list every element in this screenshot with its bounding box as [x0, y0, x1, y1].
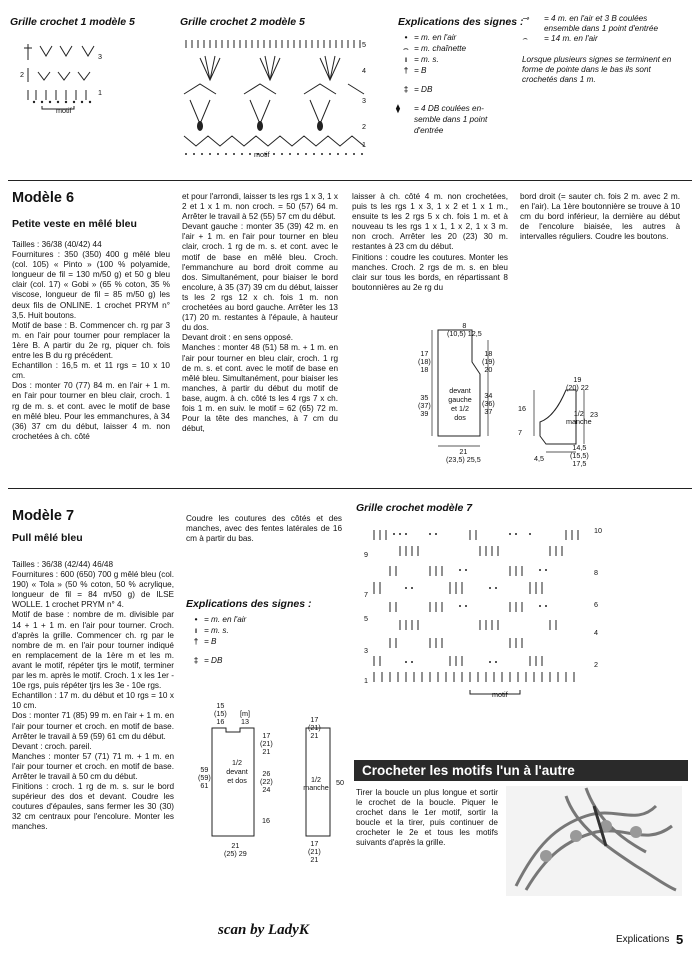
- grid2-title: Grille crochet 2 modèle 5: [180, 16, 305, 28]
- legend-row: ‡ = DB: [188, 655, 308, 666]
- treble-icon: †: [193, 637, 199, 646]
- double-treble-icon: ‡: [193, 656, 199, 665]
- body-inner-label: 1/2 devant et dos: [226, 758, 248, 785]
- grid1-motif: motif: [56, 106, 72, 115]
- sleeve-bottom-left-dim: 4,5: [534, 454, 544, 463]
- legend2-row: ⊸ = 4 m. en l'air et 3 B coulées ensemble dans 1 point d'entrée: [522, 14, 658, 34]
- grid7-row-5: 5: [364, 614, 368, 623]
- grid7-title: Grille crochet modèle 7: [356, 502, 473, 514]
- m7-sleeve-right-dim: 50: [336, 778, 344, 787]
- legend-row: ı = m. s.: [398, 54, 510, 65]
- modele6-col1: Tailles : 36/38 (40/42) 44 Fournitures : 350 (350) 400 g mêlé bleu (col. 105) « Pinto » (100 % polyamide, longueur de fil = 130 m/50 g) et 50 g bleu clair (col. 17) « Gobi » (65 % coton, 35 % viscose, longueur de fil = 85 m/50 g) les deux fils de ONLINE. 1 crochet PRYM n° 3,5. Huit boutons. Motif de base : B. Commencer ch. rg par 3 m. en l'air pour tourner pour remplacer la 1ère B. A partir du 2e rg, piquer ch. fois entre les B du rg précédent. Echantillon : 16,5 m. et 11 rgs = 10 x 10 cm. Dos : monter 70 (77) 84 m. en l'air + 1 m. en l'air pour tourner en bleu clair, croch. 1 rg de m. s. et cont. avec le motif de base en mêlé bleu. Pour les emmanchures, à 34 (36) 37 cm du début, laisser 4 m. non crochetées à ch. côté: [12, 240, 170, 441]
- modele7-subtitle: Pull mêlé bleu: [12, 532, 83, 544]
- divider: [8, 180, 692, 181]
- front-right-dim2: 34 (36) 37: [482, 391, 495, 416]
- grid1-title: Grille crochet 1 modèle 5: [10, 16, 135, 28]
- modele7-col2: Coudre les coutures des côtés et des manches, avec des fentes latérales de 16 cm à partir du bas.: [186, 514, 342, 544]
- legend2-row: ⌢ = 14 m. en l'air: [522, 34, 598, 44]
- grid7-row-8: 8: [594, 568, 598, 577]
- grid2-row-3: 3: [362, 96, 366, 105]
- sleeve-bottom-dim: 14,5 (15,5) 17,5: [570, 443, 589, 468]
- modele6-col3: laisser à ch. côté 4 m. non crochetées, puis ts les rgs 1 x 3, 1 x 2 et 1 x 1 m., ensuite ts les 2 rgs 5 x ch. fois 1 m. et à nouveau ts les rgs 1 x 1, 1 x 2, 1 x 3 m. non croch. Arrêter les 20 (23) 30 m. restantes à 23 cm du début. Finitions : coudre les coutures. Monter les manches. Croch. 2 rgs de m. s. en bleu clair sur tous les bords, en répartissant 8 boutonnières au 2e rg du: [352, 192, 508, 292]
- sleeve-right-dim: 23: [590, 410, 598, 419]
- modele6-col4: bord droit (= sauter ch. fois 2 m. avec 2 m. en l'air). La 1ère boutonnière se trouve à 10 cm du bord inférieur, la dernière au début de l'encolure biaisée, les autres à intervalles réguliers. Coudre les boutons.: [520, 192, 680, 242]
- grid7-row-2: 2: [594, 660, 598, 669]
- grid7-row-10: 10: [594, 526, 602, 535]
- body-bottom-dim: 21 (25) 29: [224, 841, 247, 858]
- chain-loop-icon: ⌢: [522, 34, 528, 44]
- legend2: [522, 14, 672, 85]
- front-left-dim: 17 (18) 18: [418, 349, 431, 374]
- body-right-dim2: 26 (22) 24: [260, 769, 273, 794]
- grid1-row-1: 1: [98, 88, 102, 97]
- grid7-motif: motif: [492, 690, 508, 699]
- grid7-chart: [370, 516, 592, 700]
- grid7-row-9: 9: [364, 550, 368, 559]
- legend-row: † = B: [398, 65, 510, 76]
- grid7-row-6: 6: [594, 600, 598, 609]
- join-motifs-banner: Crocheter les motifs l'un à l'autre: [354, 760, 688, 781]
- grid7-row-3: 3: [364, 646, 368, 655]
- scan-signature: scan by LadyK: [218, 922, 309, 938]
- m7-sleeve-bottom-dim: 17 (21) 21: [308, 839, 321, 864]
- modele6-title: Modèle 6: [12, 190, 75, 206]
- grid1-chart: [22, 38, 132, 110]
- front-left-dim2: 35 (37) 39: [418, 393, 431, 418]
- grid1-row-2: 2: [20, 70, 24, 79]
- grid2-row-1: 1: [362, 140, 366, 149]
- single-crochet-icon: ı: [404, 55, 408, 64]
- legend-note: Lorsque plusieurs signes se terminent en forme de pointe dans le bas ils sont crochetés dans 1 m.: [522, 54, 672, 85]
- sleeve-left-dim2: 7: [518, 428, 522, 437]
- modele7-legend-list: [188, 614, 308, 666]
- modele6-col2: et pour l'arrondi, laisser ts les rgs 1 x 3, 1 x 2 et 1 x 1 m. non croch. = 50 (57) 64 m. Arrêter le travail à 52 (55) 57 cm du début. Devant gauche : monter 35 (39) 42 m. en l'air + 1 m. en l'air pour tourner en bleu clair, croch. 1 rg de m. s. et cont. avec le motif de base en mêlé bleu. Croch. l'emmanchure au bord droit comme au dos. Simultanément, pour biaiser le bord encolure, à 35 (37) 39 cm du début, laisser ts les 2 rgs 12 x ch. fois 1 m. non crochetées au bord gauche. Arrêter les 13 (17) 20 m. restantes à l'épaule, à hauteur du dos. Devant droit : en sens opposé. Manches : monter 48 (51) 58 m. + 1 m. en l'air pour tourner en bleu clair, croch. 1 rg de m. s. et cont. avec le motif de base en mêlé bleu. Simultanément, pour biaiser les manches, à partir du début du motif de base, augm. à ch. côté ts les 4 rgs 7 x ch. fois 1 m. en suiv. le motif = 62 (65) 72 m. Pour la tête des manches, à 7 cm du début,: [182, 192, 338, 434]
- chain-icon: •: [404, 33, 408, 42]
- sleeve-inner-label: 1/2 manche: [566, 409, 592, 426]
- modele6-subtitle: Petite veste en mêlé bleu: [12, 218, 137, 230]
- legend-list: [395, 32, 510, 136]
- legend-row: ‡ = DB: [398, 84, 510, 95]
- section-label: Explications: [616, 934, 670, 945]
- double-treble-icon: ‡: [403, 85, 409, 94]
- legend-row: ⧫ = 4 DB coulées en-semble dans 1 point d'entrée: [395, 104, 488, 135]
- picot-icon: ⊸: [522, 14, 529, 23]
- crochet-photo: [506, 786, 682, 896]
- grid2-row-4: 4: [362, 66, 366, 75]
- front-inner-label: devant gauche et 1/2 dos: [448, 386, 472, 422]
- body-top-dim: 15 (15) 16: [214, 701, 227, 726]
- cluster-icon: ⧫: [395, 104, 401, 113]
- modele7-legend-title: Explications des signes :: [186, 598, 312, 610]
- page-number: 5: [676, 932, 684, 947]
- legend-title: Explications des signes :: [398, 16, 524, 28]
- body-right-dim3: 16: [262, 816, 270, 825]
- grid7-row-4: 4: [594, 628, 598, 637]
- legend-row: † = B: [188, 636, 308, 647]
- m7-sleeve-inner-label: 1/2 manche: [303, 775, 329, 792]
- body-right-dim: 17 (21) 21: [260, 731, 273, 756]
- body-top-mid-dim: [m] 13: [240, 709, 250, 726]
- sleeve-left-dim: 16: [518, 404, 526, 413]
- modele7-col1: Tailles : 36/38 (42/44) 46/48 Fournitures : 600 (650) 700 g mêlé bleu (col. 190) « Tola » (50 % coton, 50 % acrylique, longueur de fil = 84 m/50 g) de ILSE WOLLE. 1 crochet PRYM n° 4. Motif de base : nombre de m. divisible par 14 + 1 + 1 m. en l'air pour tourner. Croch. d'après la grille. Commencer ch. rg par le nombre de m. en l'air pour tourner indiqué en remplacement de la 1ère m et les m. avant le motif, répéter tjrs le motif, terminer par les m. après le motif. Croch. 1 x les 1er - 10e rgs, puis répéter tjrs les 3e - 10e rgs. Echantillon : 17 m. du début et 10 rgs = 10 x 10 cm. Dos : monter 71 (85) 99 m. en l'air + 1 m. en l'air pour tourner et croch. en motif de base. Arrêter le travail à 59 (59) 61 cm du début. Devant : croch. pareil. Manches : monter 57 (71) 71 m. + 1 m. en l'air pour tourner et croch. en motif de base. Arrêter le travail à 50 cm du début. Finitions : croch. 1 rg de m. s. sur le bord supérieur des dos et devant. Coudre les coutures d'épaules, sans fermer les 30 (30) 32 cm centraux pour l'encolure. Monter les manches.: [12, 560, 174, 832]
- front-right-dim: 18 (19) 20: [482, 349, 495, 374]
- grid7-row-7: 7: [364, 590, 368, 599]
- modele7-title: Modèle 7: [12, 508, 75, 524]
- divider: [8, 488, 692, 489]
- body-left-dim: 59 (59) 61: [198, 765, 211, 790]
- chain-icon: •: [194, 615, 198, 624]
- grid1-row-3: 3: [98, 52, 102, 61]
- grid7-row-1: 1: [364, 676, 368, 685]
- treble-icon: †: [403, 66, 409, 75]
- grid2-chart: [180, 34, 380, 162]
- slip-chain-icon: ⌢: [403, 44, 409, 53]
- front-bottom-dim: 21 (23,5) 25,5: [446, 447, 481, 464]
- front-top-dim: 8 (10,5) 12,5: [447, 321, 482, 338]
- legend-row: ı = m. s.: [188, 625, 308, 636]
- m7-sleeve-top-dim: 17 (21) 21: [308, 715, 321, 740]
- legend-row: • = m. en l'air: [188, 614, 308, 625]
- legend-row: • = m. en l'air: [398, 32, 510, 43]
- single-crochet-icon: ı: [194, 626, 198, 635]
- join-motifs-text: Tirer la boucle un plus longue et sortir le crochet de la boucle. Piquer le crochet dans le 1er motif, sortir la boucle et la tirer, puis continuer de crocheter le 2e et tous les motifs suivants d'après la grille.: [356, 788, 498, 848]
- grid2-row-5: 5: [362, 40, 366, 49]
- grid2-row-2: 2: [362, 122, 366, 131]
- grid2-motif: motif: [254, 150, 270, 159]
- sleeve-top-dim: 19 (20) 22: [566, 375, 589, 392]
- legend-row: ⌢ = m. chaînette: [398, 43, 510, 54]
